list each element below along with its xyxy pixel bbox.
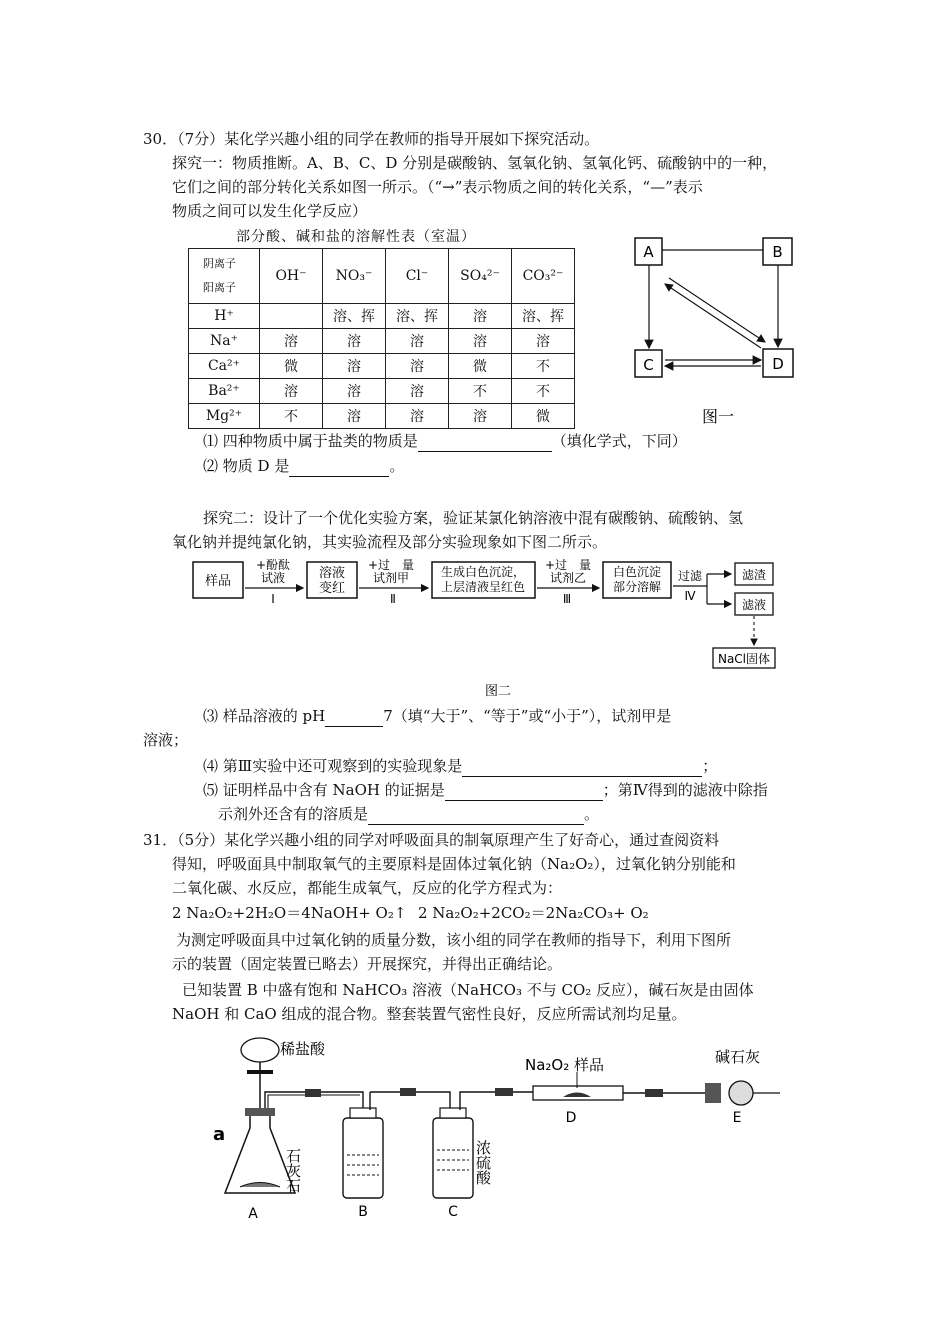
answer-blank[interactable] (418, 435, 552, 452)
arrow-a-d (669, 278, 765, 342)
table-cell: 溶、挥 (323, 304, 386, 329)
table-row (189, 304, 575, 329)
flow-nacl: NaCl固体 (717, 652, 771, 666)
cation-cell: H⁺ (189, 304, 260, 329)
table-cell: 溶 (260, 379, 323, 404)
q3-a: ⑶ 样品溶液的 pH (203, 707, 326, 725)
step-2: Ⅱ (390, 592, 396, 606)
q4-end: ； (702, 757, 718, 775)
label-C: C (448, 1204, 458, 1220)
table-cell: 微 (260, 354, 323, 379)
q31-line7: 已知装置 B 中盛有饱和 NaHCO₃ 溶液（NaHCO₃ 不与 CO₂ 反应），碱石灰是由固体 (182, 981, 754, 999)
step-3: Ⅲ (562, 592, 572, 606)
anion-header: 阴离子 (203, 257, 236, 270)
table-cell: 微 (512, 404, 575, 429)
table-cell: 溶、挥 (386, 304, 449, 329)
figure-2-caption: 图二 (484, 684, 512, 699)
anion-cell: NO₃⁻ (323, 249, 386, 304)
cation-cell: Na⁺ (189, 329, 260, 354)
q30-part1 (203, 430, 687, 452)
anion-cell: SO₄²⁻ (449, 249, 512, 304)
flow-filter: 过滤 (677, 569, 703, 583)
node-c: C (643, 356, 654, 374)
label-E: E (732, 1110, 742, 1126)
answer-blank[interactable] (462, 760, 702, 777)
label-B: B (358, 1204, 368, 1220)
tube-e (705, 1083, 721, 1103)
table-cell: 溶 (323, 329, 386, 354)
step-4: Ⅳ (684, 589, 696, 603)
q2-suffix: 。 (389, 457, 405, 475)
table-corner (189, 249, 260, 304)
q30-title: 30．（7分）某化学兴趣小组的同学在教师的指导开展如下探究活动。 (143, 130, 600, 148)
anion-cell: Cl⁻ (386, 249, 449, 304)
table-row (189, 404, 575, 429)
q31-eq2: 2 Na₂O₂+2CO₂＝2Na₂CO₃+ O₂ (418, 904, 649, 922)
figure-1-diagram (625, 232, 810, 432)
reagent1-a: +酚酞 (255, 558, 291, 572)
solubility-table (188, 248, 575, 429)
q30-part5-cont (218, 803, 599, 825)
label-A: A (248, 1206, 258, 1222)
table-cell: 溶 (386, 404, 449, 429)
bottle-b (343, 1118, 383, 1198)
node-b: B (772, 243, 783, 261)
figure-2-flow (185, 552, 785, 702)
box2-b: 变红 (318, 581, 346, 596)
label-a-flask: a (213, 1124, 226, 1145)
cation-cell: Ba²⁺ (189, 379, 260, 404)
box3-a: 生成白色沉淀， (440, 565, 526, 579)
q30-part4 (203, 755, 717, 777)
q31-title: 31．（5分）某化学兴趣小组的同学对呼吸面具的制氧原理产生了好奇心，通过查阅资料 (143, 831, 720, 849)
q5-c: 示剂外还含有的溶质是 (218, 805, 369, 823)
answer-blank[interactable] (325, 710, 383, 727)
anion-cell: OH⁻ (260, 249, 323, 304)
table-cell: 溶 (386, 329, 449, 354)
q31-line8: NaOH 和 CaO 组成的混合物。整套装置气密性良好，反应所需试剂均足量。 (172, 1005, 687, 1023)
cation-cell: Ca²⁺ (189, 354, 260, 379)
q31-line2: 得知，呼吸面具中制取氧气的主要原料是固体过氧化钠（Na₂O₂），过氧化钠分别能和 (172, 855, 736, 873)
step-1: Ⅰ (271, 592, 275, 606)
figure-1-caption: 图一 (701, 407, 735, 426)
table-row (189, 379, 575, 404)
q30-part5 (203, 779, 768, 801)
q31-eq1: 2 Na₂O₂+2H₂O＝4NaOH+ O₂↑ (172, 904, 407, 922)
flow-sample: 样品 (204, 574, 232, 589)
table-cell: 溶 (449, 404, 512, 429)
q2-prefix: ⑵ 物质 D 是 (203, 457, 290, 475)
explore2-line2: 氧化钠并提纯氯化钠，其实验流程及部分实验现象如下图二所示。 (172, 533, 608, 551)
q3-c: 溶液； (143, 731, 189, 749)
reagent2-b: 试剂甲 (372, 571, 410, 585)
table-cell: 溶 (449, 304, 512, 329)
answer-blank[interactable] (445, 784, 603, 801)
table-cell: 溶 (323, 379, 386, 404)
flow-filtrate: 滤液 (741, 598, 767, 612)
table-cell: 微 (449, 354, 512, 379)
label-D: D (565, 1110, 577, 1126)
table-cell: 溶 (512, 329, 575, 354)
reagent3-b: 试剂乙 (549, 571, 587, 585)
table-cell: 溶 (323, 354, 386, 379)
q3-b: 7（填“大于”、“等于”或“小于”），试剂甲是 (383, 707, 672, 725)
q31-line6: 示的装置（固定装置已略去）开展探究，并得出正确结论。 (172, 955, 563, 973)
separatory-funnel (241, 1038, 279, 1062)
q31-line5: 为测定呼吸面具中过氧化钠的质量分数，该小组的同学在教师的指导下，利用下图所 (176, 931, 732, 949)
reagent3-a: +过 量 (544, 558, 592, 572)
bottle-c (433, 1118, 473, 1198)
q30-intro-1: 探究一：物质推断。A、B、C、D 分别是碳酸钠、氢氧化钠、氢氧化钙、硫酸钠中的一种， (172, 154, 778, 172)
table-row (189, 329, 575, 354)
label-sulfuric: 浓硫酸 (474, 1140, 492, 1185)
reagent2-a: +过 量 (367, 558, 415, 572)
answer-blank[interactable] (289, 460, 389, 477)
label-sample: Na₂O₂ 样品 (525, 1056, 605, 1074)
table-cell: 不 (512, 354, 575, 379)
q30-part2 (203, 455, 404, 477)
q30-part3 (203, 705, 671, 727)
q30-intro-3: 物质之间可以发生化学反应） (172, 202, 368, 220)
q31-line3: 二氧化碳、水反应，都能生成氧气，反应的化学方程式为： (172, 879, 563, 897)
table-cell: 溶、挥 (512, 304, 575, 329)
table-cell (260, 304, 323, 329)
table-cell: 不 (260, 404, 323, 429)
q5-b: ；第Ⅳ得到的滤液中除指 (602, 781, 768, 799)
table-cell: 溶 (449, 329, 512, 354)
q30-intro-2: 它们之间的部分转化关系如图一所示。（“→”表示物质之间的转化关系，“—”表示 (172, 178, 703, 196)
label-acid: 稀盐酸 (280, 1040, 326, 1058)
cation-header: 阳离子 (203, 281, 236, 294)
label-limestone: 石灰石 (284, 1148, 302, 1193)
table-cell: 溶 (386, 354, 449, 379)
arrow-d-a (665, 284, 761, 348)
anion-cell: CO₃²⁻ (512, 249, 575, 304)
box4-a: 白色沉淀 (612, 565, 662, 579)
table-cell: 不 (512, 379, 575, 404)
cation-cell: Mg²⁺ (189, 404, 260, 429)
table-row (189, 354, 575, 379)
q5-a: ⑸ 证明样品中含有 NaOH 的证据是 (203, 781, 445, 799)
table-cell: 不 (449, 379, 512, 404)
flow-residue: 滤渣 (741, 568, 767, 582)
box4-b: 部分溶解 (612, 580, 662, 594)
answer-blank[interactable] (368, 808, 584, 825)
q4-text: ⑷ 第Ⅲ实验中还可观察到的实验现象是 (203, 757, 463, 775)
box2-a: 溶液 (318, 566, 346, 581)
table-cell: 溶 (260, 329, 323, 354)
reagent1-b: 试液 (260, 571, 286, 585)
node-d: D (772, 355, 784, 373)
q1-suffix: （填化学式，下同） (551, 432, 687, 450)
apparatus-diagram (205, 1030, 805, 1230)
node-a: A (643, 243, 654, 261)
q5-end: 。 (584, 805, 600, 823)
table-cell: 溶 (386, 379, 449, 404)
label-sodalime: 碱石灰 (715, 1048, 761, 1066)
table-cell: 溶 (323, 404, 386, 429)
explore2-line1: 探究二：设计了一个优化实验方案，验证某氯化钠溶液中混有碳酸钠、硫酸钠、氢 (203, 509, 744, 527)
table-title: 部分酸、碱和盐的溶解性表（室温） (236, 229, 476, 245)
q1-prefix: ⑴ 四种物质中属于盐类的物质是 (203, 432, 418, 450)
box3-b: 上层清液呈红色 (440, 580, 526, 594)
